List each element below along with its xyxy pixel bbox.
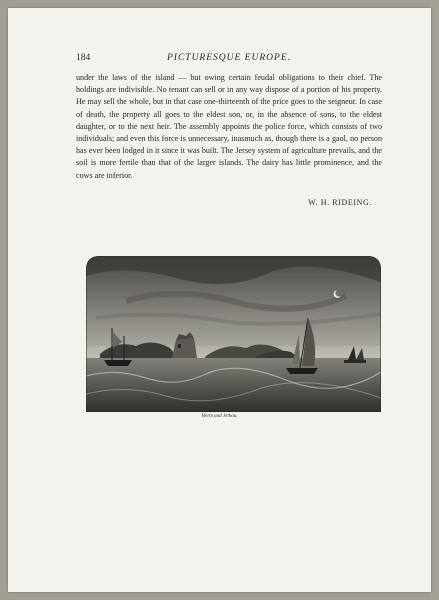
engraving-illustration [86,256,381,412]
running-title: PICTURESQUE EUROPE. [166,53,291,63]
page-header [76,53,382,67]
page-sheet [8,8,431,592]
illustration-caption: Herm and Jethou. [201,414,238,419]
body-paragraph: under the laws of the island — but owing certain feudal obligations to their chief. The holdings are indivisible. No tenant can sell or in any way dispose of a portion of his property. He may sell the whole, but in that case one-thirteenth of the price goes to the seigneur. In case of death, the property all goes to the eldest son, or, in the absence of sons, to the eldest daughter, or to the next heir. The assembly appoints the police force, which consists of two individuals; and even this force is unnecessary, inasmuch as, though there is a gaol, no person has ever been lodged in it since it was built. The Jersey system of agriculture prevails, and the soil is more fertile than that of the larger islands. The dairy has little prominence, and the cows are inferior. [76,73,382,180]
author-signature: W. H. RIDEING. [308,198,372,207]
page-number: 184 [76,53,91,63]
